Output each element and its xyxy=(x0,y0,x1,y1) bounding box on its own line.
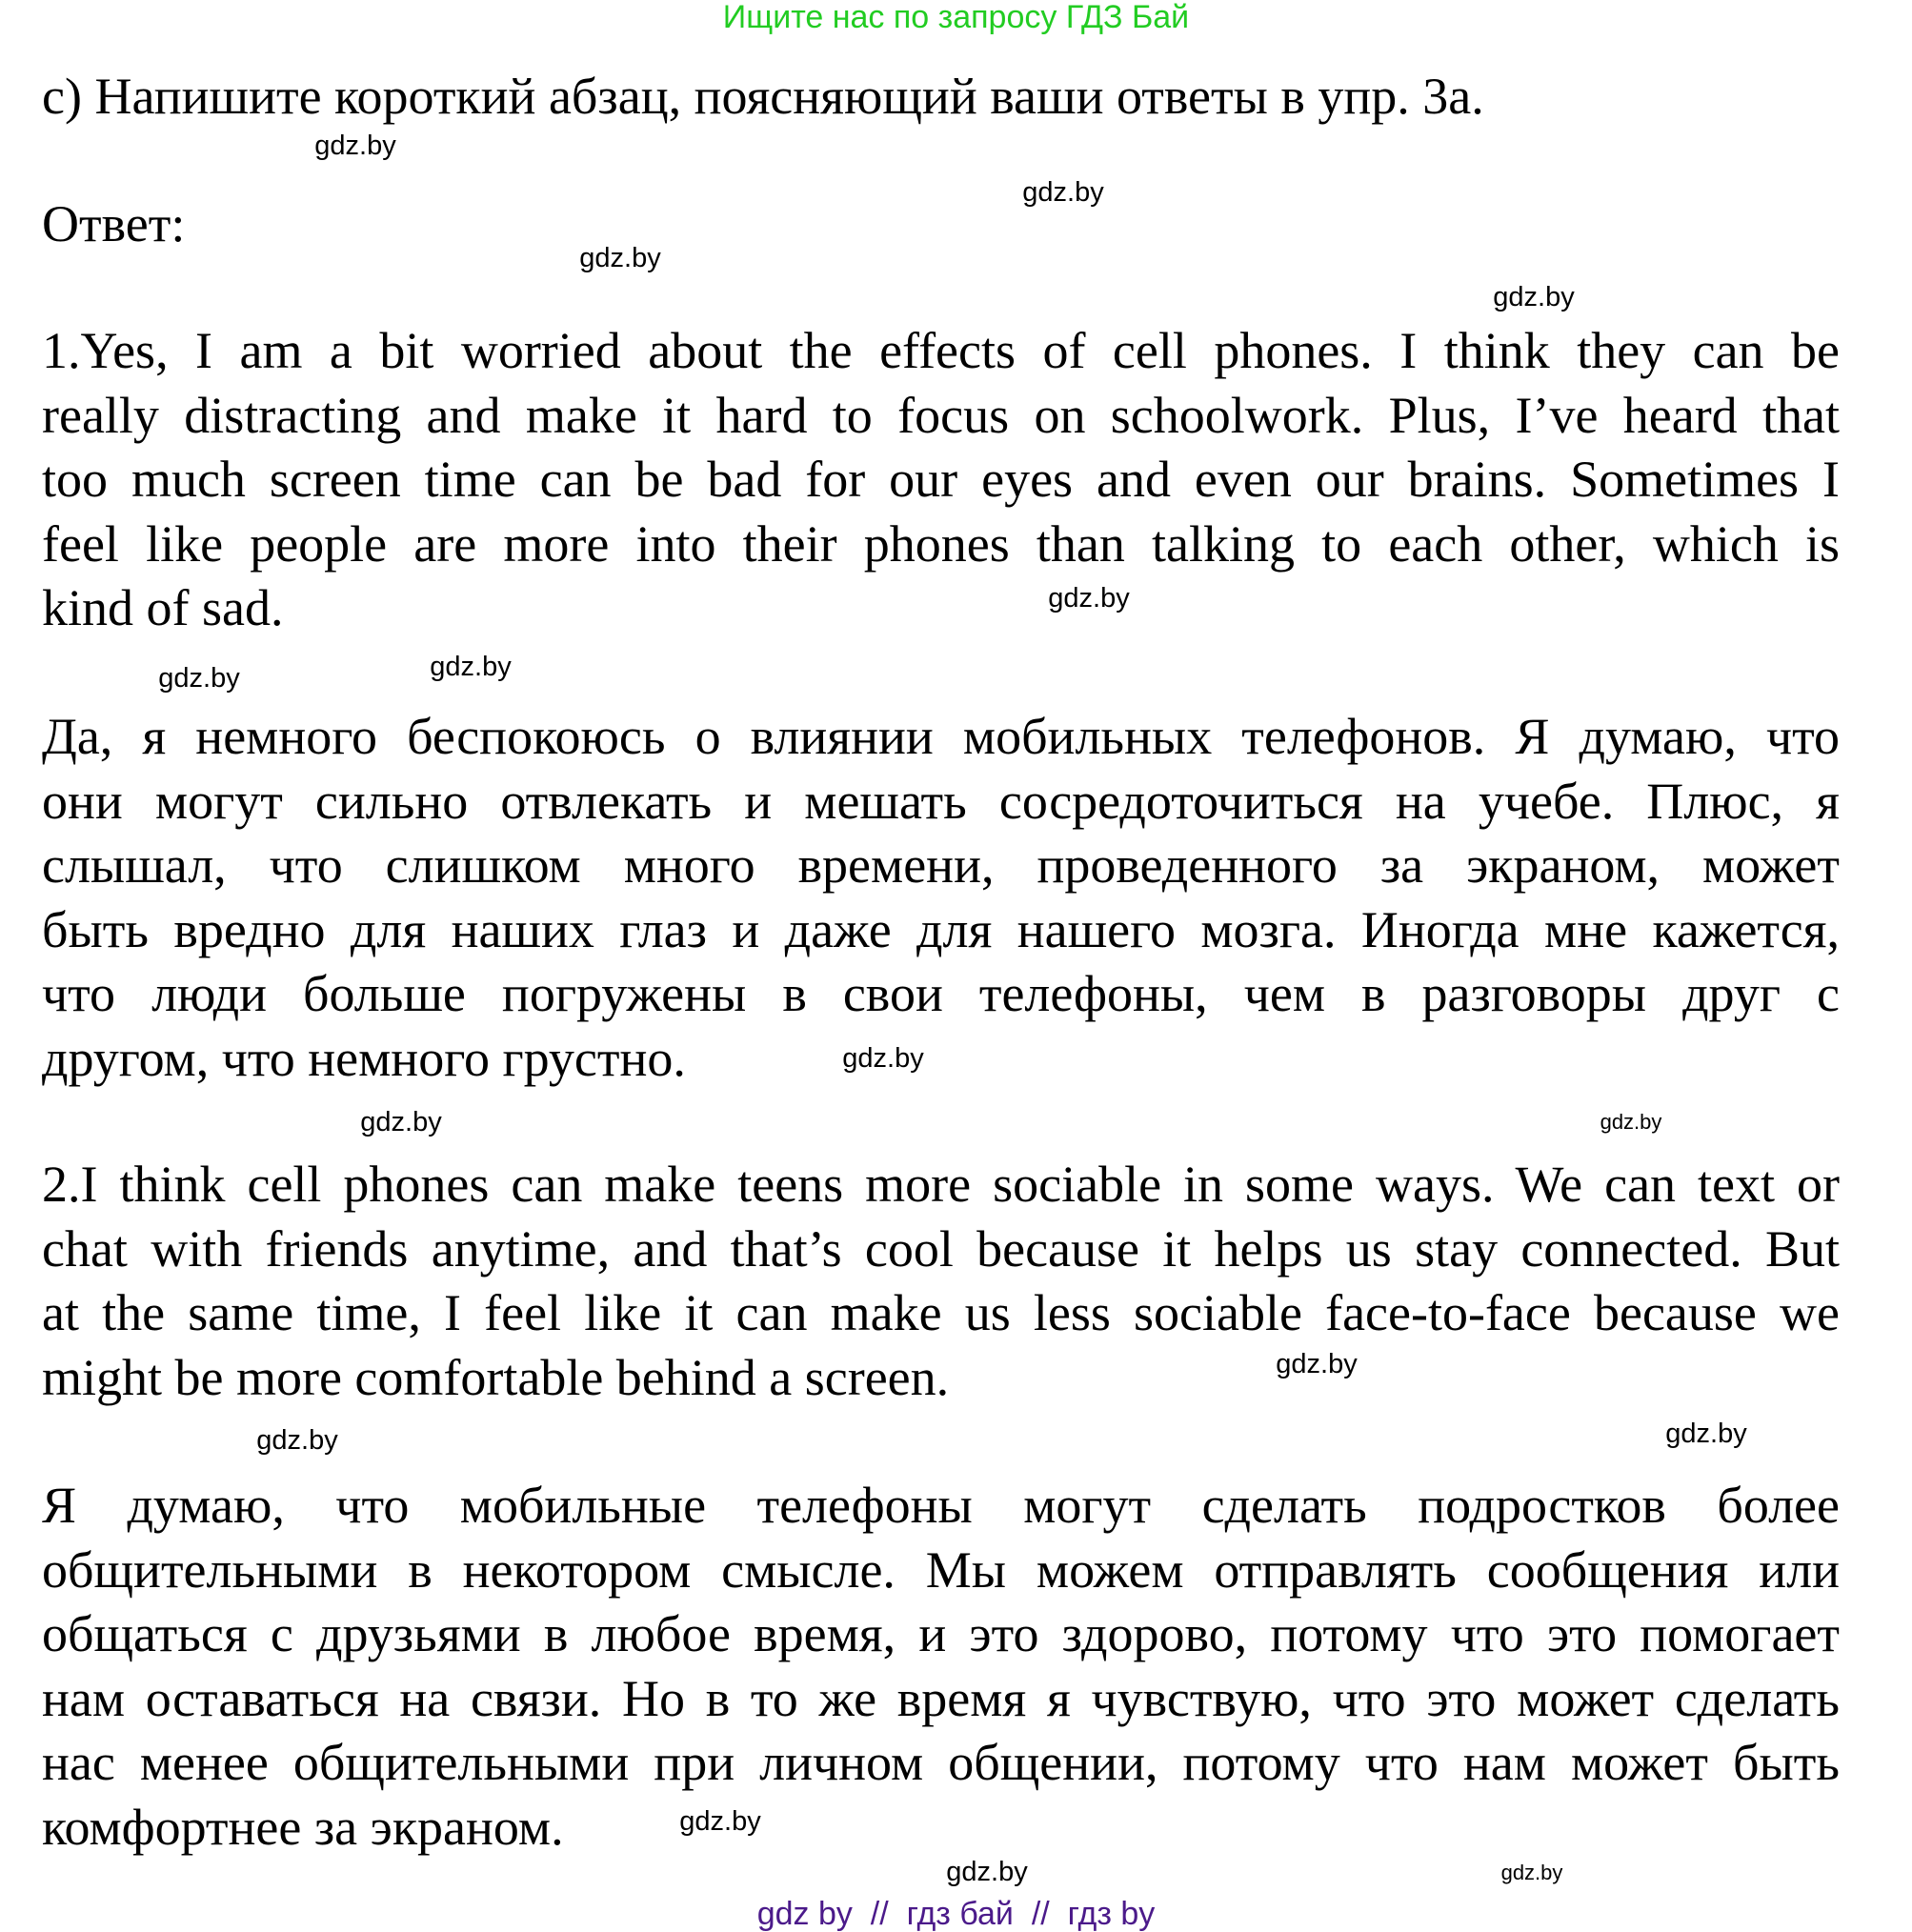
text-line: Да, я немного беспокоюсь о влиянии мобильных телефонов. Я думаю, что xyxy=(42,708,1840,765)
watermark: gdz.by xyxy=(579,243,661,273)
text-line: комфортнее за экраном. xyxy=(42,1798,564,1856)
text-line: нас менее общительными при личном общении, потому что нам может быть xyxy=(42,1734,1840,1791)
text-line: at the same time, I feel like it can make us less sociable face-to-face because we xyxy=(42,1284,1840,1341)
text-line: слышал, что слишком много времени, проведенного за экраном, может xyxy=(42,836,1840,894)
text-line: другом, что немного грустно. xyxy=(42,1029,686,1087)
answer-paragraph-1-en xyxy=(42,319,1840,641)
text-line: общительными в некотором смысле. Мы можем отправлять сообщения или xyxy=(42,1540,1840,1599)
text-line: быть вредно для наших глаз и даже для нашего мозга. Иногда мне кажется, xyxy=(42,900,1840,958)
text-line: really distracting and make it hard to focus on schoolwork. Plus, I’ve heard that xyxy=(42,386,1840,444)
answer-label: Ответ: xyxy=(42,195,186,252)
watermark: gdz.by xyxy=(1600,1110,1662,1134)
search-banner: Ищите нас по запросу ГДЗ Бай xyxy=(722,0,1190,35)
watermark: gdz.by xyxy=(360,1107,442,1137)
text-line: общаться с друзьями в любое время, и это здорово, потому что это помогает xyxy=(42,1605,1840,1662)
text-line: too much screen time can be bad for our eyes and even our brains. Sometimes I xyxy=(42,451,1840,508)
task-title: c) Напишите короткий абзац, поясняющий ваши ответы в упр. 3a. xyxy=(42,68,1484,125)
answer-paragraph-2-en xyxy=(42,1153,1840,1410)
watermark: gdz.by xyxy=(842,1043,924,1074)
text-line: Я думаю, что мобильные телефоны могут сделать подростков более xyxy=(42,1477,1840,1534)
watermark: gdz.by xyxy=(946,1857,1028,1887)
text-line: они могут сильно отвлекать и мешать сосредоточиться на учебе. Плюс, я xyxy=(42,772,1840,830)
answer-paragraph-2-ru xyxy=(42,1474,1840,1860)
text-line: feel like people are more into their phones than talking to each other, which is xyxy=(42,514,1840,573)
text-line: chat with friends anytime, and that’s cool because it helps us stay connected. But xyxy=(42,1219,1840,1278)
watermark: gdz.by xyxy=(430,652,512,682)
text-line: 2.I think cell phones can make teens more sociable in some ways. We can text or xyxy=(42,1156,1840,1213)
watermark: gdz.by xyxy=(1500,1861,1563,1884)
watermark: gdz.by xyxy=(1493,282,1575,312)
text-line: might be more comfortable behind a screen. xyxy=(42,1348,950,1406)
footer-links: gdz by // гдз бай // гдз by xyxy=(756,1896,1156,1932)
text-line: kind of sad. xyxy=(42,579,284,636)
watermark: gdz.by xyxy=(1276,1349,1358,1379)
watermark: gdz.by xyxy=(314,131,396,161)
answer-paragraph-1-ru xyxy=(42,705,1840,1091)
text-line: что люди больше погружены в свои телефоны, чем в разговоры друг с xyxy=(42,965,1840,1022)
watermark: gdz.by xyxy=(158,663,240,694)
watermark: gdz.by xyxy=(1048,583,1130,614)
watermark: gdz.by xyxy=(1665,1419,1747,1449)
text-line: нам оставаться на связи. Но в то же время я чувствую, что это может сделать xyxy=(42,1669,1840,1727)
text-line: 1.Yes, I am a bit worried about the effects of cell phones. I think they can be xyxy=(42,322,1840,379)
watermark: gdz.by xyxy=(679,1806,761,1837)
watermark: gdz.by xyxy=(256,1425,338,1456)
watermark: gdz.by xyxy=(1022,177,1104,208)
